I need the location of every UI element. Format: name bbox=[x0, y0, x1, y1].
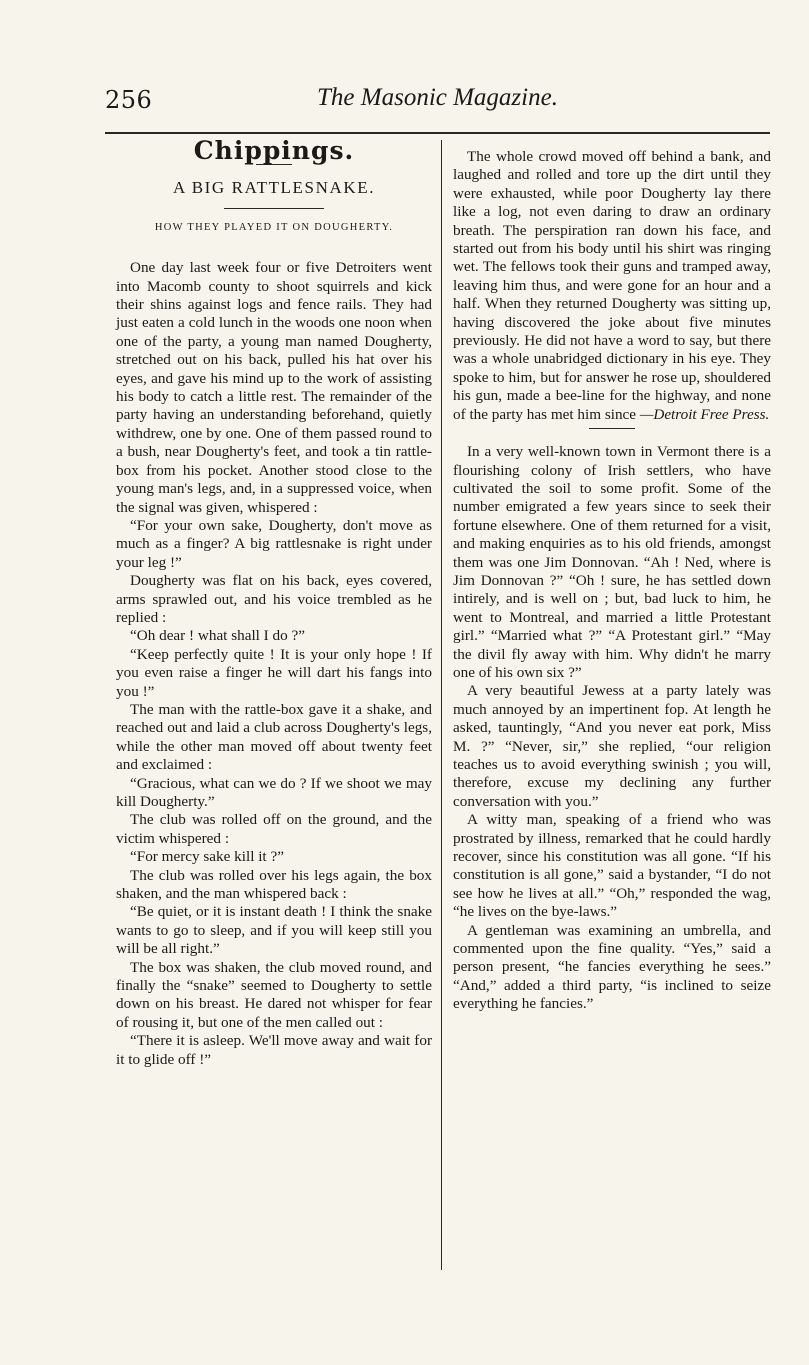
paragraph: The box was shaken, the club moved round, and finally the “snake” seemed to Dougherty to settle down on his breast. He dared not whisper for fear of rousing it, but one of the men called out : bbox=[116, 958, 432, 1031]
running-title: The Masonic Magazine. bbox=[317, 84, 558, 111]
paragraph: A gentleman was examining an umbrella, and commented upon the fine quality. “Yes,” said a person present, “he fancies everything he sees.” “And,” added a third party, “is inclined to seize everything he fancies.” bbox=[453, 921, 771, 1013]
left-column bbox=[116, 136, 432, 1069]
paragraph: “For mercy sake kill it ?” bbox=[130, 848, 284, 866]
paragraph bbox=[453, 148, 771, 424]
paragraph: “For your own sake, Dougherty, don't move as much as a finger? A big rattlesnake is right under your leg !” bbox=[116, 516, 432, 571]
paragraph: One day last week four or five Detroiters went into Macomb county to shoot squirrels and kick their shins against logs and fence rails. They had just eaten a cold lunch in the woods one noon when one of the party, a young man named Dougherty, stretched out on his back, pulled his hat over his eyes, and gave his mind up to the work of assisting his body to catch a little rest. The remainder of the party having an understanding beforehand, quietly withdrew, one by one. One of them passed round to a bush, near Dougherty's feet, and took a tin rattle-box from his pocket. Another stood close to the young man's legs, and, in a suppressed voice, when the signal was given, whispered : bbox=[116, 259, 432, 516]
paragraph: The club was rolled off on the ground, and the victim whispered : bbox=[116, 811, 432, 847]
paragraph: Dougherty was flat on his back, eyes covered, arms sprawled out, and his voice trembled as he replied : bbox=[116, 572, 432, 626]
paragraph: “Oh dear ! what shall I do ?” bbox=[130, 627, 306, 645]
paragraph: “There it is asleep. We'll move away and wait for it to glide off !” bbox=[116, 1032, 432, 1068]
source-credit: —Detroit Free Press. bbox=[639, 405, 770, 423]
paragraph: The man with the rattle-box gave it a shake, and reached out and laid a club across Dougherty's legs, while the other man moved off about twenty feet and exclaimed : bbox=[116, 700, 432, 774]
paragraph: In a very well-known town in Vermont there is a flourishing colony of Irish settlers, who have cultivated the soil to some profit. Some of the number emigrated a few years since to seek their fortune elsewhere. One of them returned for a visit, and making enquiries as to his old friends, amongst them was one Jim Donnovan. “Ah ! Ned, where is Jim Donnovan ?” “Oh ! sure, he has settled down intirely, and is well on ; but, bad luck to him, he went to Montreal, and married a little Protestant girl.” “Married what ?” “A Protestant girl.” “May the divil fly away with him. Why didn't he marry one of his own six ?” bbox=[453, 443, 771, 681]
paragraph: The club was rolled over his legs again, the box shaken, and the man whispered back : bbox=[116, 866, 432, 903]
paragraph: “Be quiet, or it is instant death ! I think the snake wants to go to sleep, and if you will keep still you will be all right.” bbox=[116, 903, 432, 958]
section-title: Chippings. bbox=[193, 136, 355, 165]
page-number: 256 bbox=[105, 86, 153, 114]
story-rule bbox=[589, 428, 635, 429]
paragraph: “Gracious, what can we do ? If we shoot we may kill Dougherty.” bbox=[116, 774, 432, 810]
article-subtitle: HOW THEY PLAYED IT ON DOUGHERTY. bbox=[154, 221, 394, 233]
title-rule bbox=[224, 208, 324, 209]
page-header bbox=[105, 84, 770, 124]
article-title: A BIG RATTLESNAKE. bbox=[172, 178, 376, 198]
column-divider bbox=[441, 140, 442, 1270]
story-text: The whole crowd moved off behind a bank, and laughed and rolled and tore up the dirt until they were exhausted, while poor Dougherty lay there like a log, not even daring to draw an ordinary breath. The perspiration ran down his face, and started out from his body until his shirt was ringing wet. The fellows took their guns and tramped away, leaving him thus, and were gone for an hour and a half. When they returned Dougherty was sitting up, having discovered the joke about five minutes previously. He did not have a word to say, but there was a whole unabridged dictionary in his eye. They spoke to him, but for answer he rose up, shouldered his gun, made a bee-line for the highway, and none of the party has met him since bbox=[453, 148, 771, 423]
header-rule bbox=[105, 132, 770, 134]
paragraph: A very beautiful Jewess at a party lately was much annoyed by an impertinent fop. At length he asked, tauntingly, “And you never eat pork, Miss M. ?” “Never, sir,” she replied, “our religion teaches us to avoid everything swinish ; you will, therefore, excuse my declining any further conversation with you.” bbox=[453, 682, 771, 810]
paragraph: “Keep perfectly quite ! It is your only hope ! If you even raise a finger he will dart his fangs into you !” bbox=[116, 645, 432, 700]
right-column bbox=[453, 148, 771, 1014]
paragraph: A witty man, speaking of a friend who was prostrated by illness, remarked that he could hardly recover, since his constitution was all gone. “If his constitution is all gone,” said a bystander, “I do not see how he lives at all.” “Oh,” responded the wag, “he lives on the bye-laws.” bbox=[453, 811, 771, 921]
